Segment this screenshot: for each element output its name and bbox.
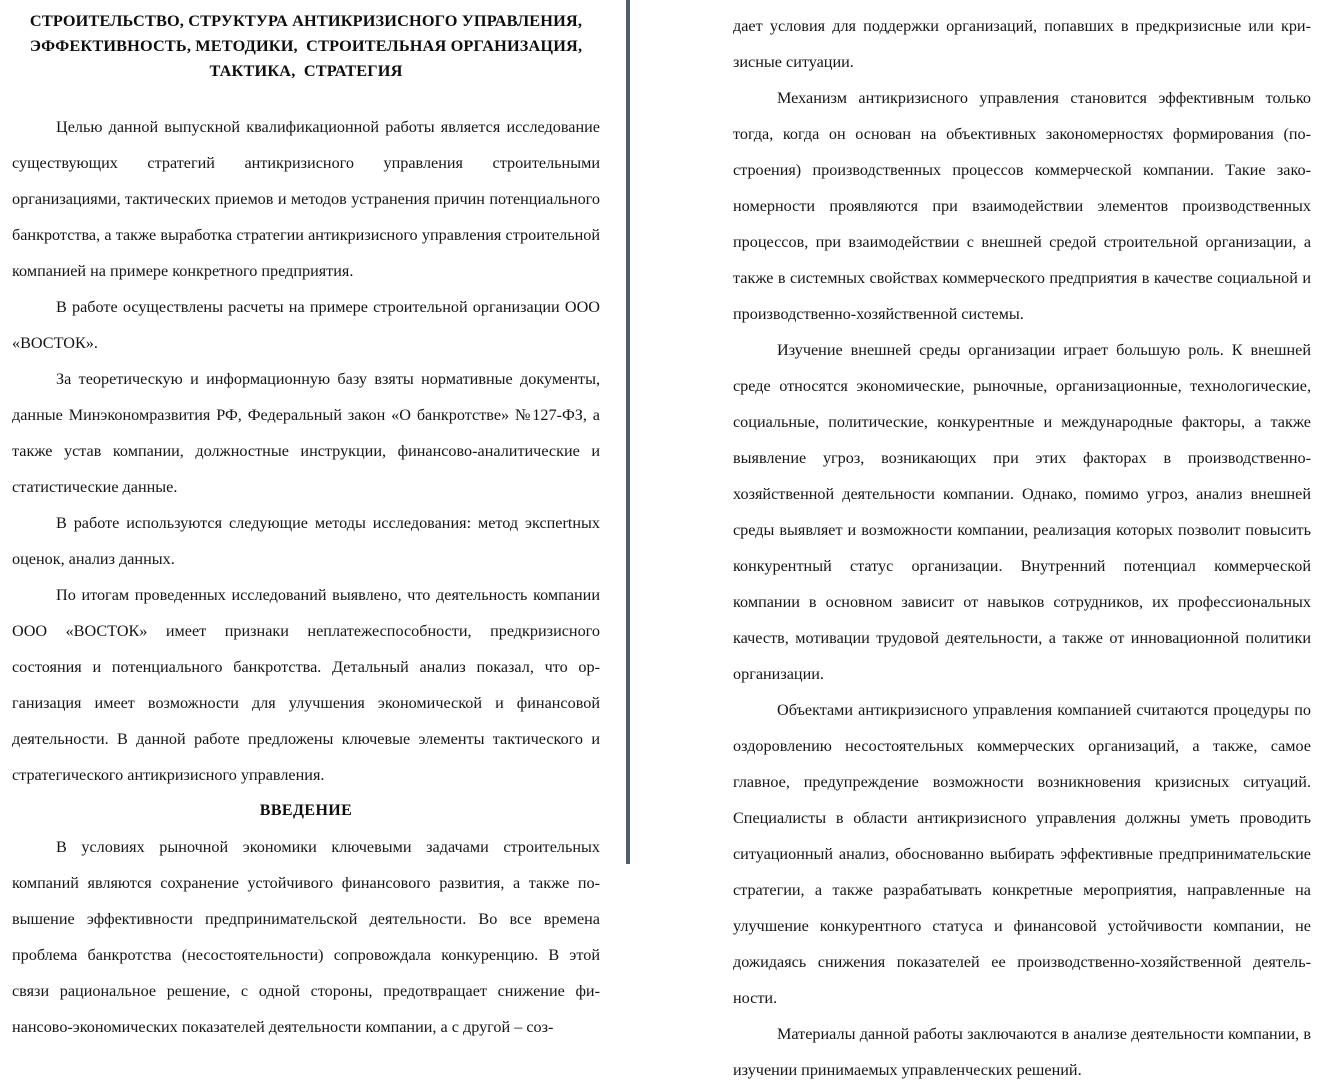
left-column <box>0 0 614 1045</box>
paragraph: В работе осуществлены расчеты на примере строительной организации ООО «ВОСТОК». <box>12 298 600 352</box>
right-column <box>640 0 1323 1088</box>
paragraph: Материалы данной работы заключаются в анализе деятельности компании, в изучении принимаемых управленческих решений. <box>733 1025 1311 1079</box>
paragraph: В работе используются следующие методы исследования: метод экспertных оценок, анализ данных. <box>12 514 600 568</box>
title-line-3: ТАКТИКА, СТРАТЕГИЯ <box>209 61 403 80</box>
paragraph: Объектами антикризисного управления компанией считаются процедуры по оздоровлению несостоятельных коммерческих организаций, а также, самое главное, предупреждение возможности возникновения кризисных ситуаций. Специалисты в области антикризисного управления должны уметь проводить ситуационный анализ, обоснованно выбирать эффективные предпринимательские стратегии, а также разрабатывать конкретные мероприятия, направленные на улучшение конкурентного статуса и финансовой устойчивости компании, не дожидаясь снижения показателей ее производственно-хозяйственной деятельности. <box>733 701 1311 1007</box>
column-divider <box>626 0 630 864</box>
title-spacer <box>12 87 600 109</box>
title-line-1: СТРОИТЕЛЬСТВО, СТРУКТУРА АНТИКРИЗИСНОГО УПРАВЛЕНИЯ, <box>29 11 583 30</box>
title-line-2: ЭФФЕКТИВНОСТЬ, МЕТОДИКИ, СТРОИТЕЛЬНАЯ ОРГАНИЗАЦИЯ, <box>29 36 583 55</box>
section-heading-introduction: ВВЕДЕНИЕ <box>259 802 353 819</box>
paragraph: Целью данной выпускной квалификационной работы является исследование существующих стратегий антикризисного управления строительными организациями, тактических приемов и методов устранения причин потенциального банкротства, а также выработка стратегии антикризисного управления строительной компанией на примере конкретного предприятия. <box>12 118 600 280</box>
paragraph: Изучение внешней среды организации играет большую роль. К внешней среде относятся экономические, рыночные, организационные, технологические, социальные, политические, конкурентные и международные факторы, а также выявление угроз, возникающих при этих факторах в производственно-хозяйственной деятельности компании. Однако, помимо угроз, анализ внешней среды выявляет и возможности компании, реализация которых позволит повысить конкурентный статус организации. Внутренний потенциал коммерческой компании в основном зависит от навыков сотрудников, их профессиональных качеств, мотивации трудовой деятельности, а также от инновационной политики организации. <box>733 341 1311 683</box>
paragraph-continuation: дает условия для поддержки организаций, попавших в предкризисные или кризисные ситуации. <box>733 17 1311 71</box>
paragraph: В условиях рыночной экономики ключевыми задачами строительных компаний являются сохранение устойчивого финансового развития, а также повышение эффективности предпринимательской деятельности. Во все времена проблема банкротства (несостоятельности) сопровождала конкуренцию. В этой связи рациональное решение, с одной стороны, предотвращает снижение финансово-экономических показателей деятельности компании, а с другой – соз- <box>12 838 600 1036</box>
paragraph: По итогам проведенных исследований выявлено, что деятельность компании ООО «ВОСТОК» имеет признаки неплатежеспособности, предкризисного состояния и потенциального банкротства. Детальный анализ показал, что организация имеет возможности для улучшения экономической и финансовой деятельности. В данной работе предложены ключевые элементы тактического и стратегического антикризисного управления. <box>12 586 600 784</box>
paragraph: Механизм антикризисного управления становится эффективным только тогда, когда он основан на объективных закономерностях формирования (построения) производственных процессов коммерческой компании. Такие закономерности проявляются при взаимодействии элементов производственных процессов, при взаимодействии с внешней средой строительной организации, а также в системных свойствах коммерческого предприятия в качестве социальной и производственно-хозяйственной системы. <box>733 89 1311 323</box>
paragraph: За теоретическую и информационную базу взяты нормативные документы, данные Минэкономразвития РФ, Федеральный закон «О банкротстве» №127-ФЗ, а также устав компании, должностные инструкции, финансово-аналитические и статистические данные. <box>12 370 600 496</box>
page-title <box>12 8 600 83</box>
